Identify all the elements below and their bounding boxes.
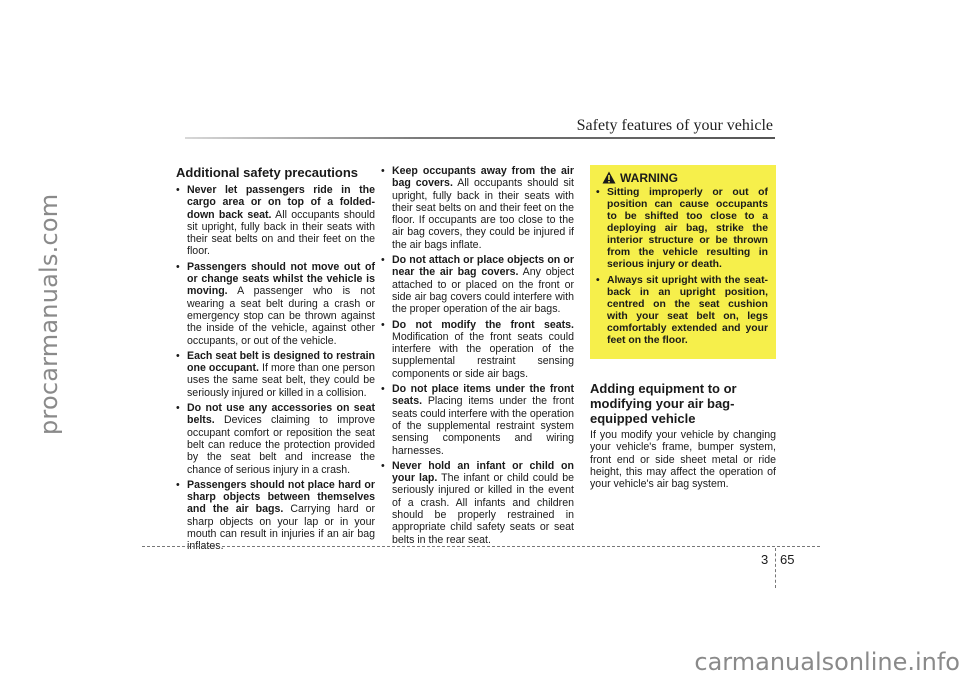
list-item: • Do not use any accessories on seat belts. Devices claiming to improve occupant comfort or reposition the seat belt can reduce the protection provided by the seat belt and increase the chance of serious injury in a crash.: [176, 402, 375, 476]
bullet-dot: •: [176, 260, 180, 273]
bullet-dot: •: [176, 349, 180, 362]
bullet-dot: •: [596, 187, 600, 198]
warning-triangle-icon: [602, 171, 616, 184]
warning-item: • Sitting improperly or out of position can cause occupants to be shifted too close to a deploying air bag, strike the interior structure or be thrown from the vehicle resulting in serious injury or death.: [596, 187, 768, 270]
page-header-title: Safety features of your vehicle: [576, 117, 773, 134]
column-3: [590, 165, 776, 490]
list-item: • Never let passengers ride in the cargo area or on top of a folded-down back seat. All occupants should sit upright, fully back in their seats with their seat belts on and their feet on the floor.: [176, 184, 375, 258]
warning-header: [602, 171, 768, 184]
bullet-dot: •: [596, 275, 600, 286]
list-item: • Do not attach or place objects on or near the air bag covers. Any object attached to or placed on the front or side air bag covers could interfere with the proper operation of the air bags.: [381, 254, 575, 316]
section-heading-adding-equipment: Adding equipment to or modifying your air bag-equipped vehicle: [590, 381, 737, 426]
warning-list: [596, 187, 768, 347]
precautions-list-part1: [176, 184, 375, 553]
bullet-dot: •: [176, 478, 180, 491]
warning-item: • Always sit upright with the seat-back in an upright position, centred on the seat cushion with your seat belt on, legs comfortably extended and your feet on the floor.: [596, 275, 768, 346]
page-number-divider: [775, 548, 776, 588]
warning-title: WARNING: [620, 170, 678, 185]
bullet-dot: •: [381, 254, 385, 267]
list-item: • Never hold an infant or child on your lap. The infant or child could be seriously injured or killed in the event of a crash. All infants and children should be properly restrained in appropriate child safety seats or seat belts in the rear seat.: [381, 459, 574, 546]
header-rule: [185, 137, 775, 139]
column-2: [381, 165, 574, 549]
list-item: • Each seat belt is designed to restrain one occupant. If more than one person uses the same seat belt, they could be seriously injured or killed in a collision.: [176, 349, 375, 399]
list-item: • Passengers should not place hard or sharp objects between themselves and the air bags. Carrying hard or sharp objects on your lap or in your mouth can result in injuries if an air bag inflates.: [176, 478, 376, 553]
bullet-dot: •: [176, 184, 180, 196]
footer-rule: [142, 546, 820, 547]
list-item: • Passengers should not move out of or change seats whilst the vehicle is moving. A passenger who is not wearing a seat belt during a crash or emergency stop can be thrown against the inside of the vehicle, against other occupants, or out of the vehicle.: [176, 260, 375, 347]
page-number: 65: [780, 552, 795, 567]
list-item: • Keep occupants away from the air bag covers. All occupants should sit upright, fully back in their seats with their seat belts on and their feet on the floor. If occupants are too close to the air bag covers, they could be injured if the air bags inflate.: [381, 165, 574, 251]
bottom-watermark: carmanualsonline.info: [694, 648, 960, 676]
side-watermark: procarmanuals.com: [35, 193, 63, 435]
list-item: • Do not modify the front seats. Modification of the front seats could interfere with the operation of the supplemental restraint sensing components or side air bags.: [381, 318, 574, 380]
bullet-dot: •: [381, 383, 385, 396]
bullet-dot: •: [381, 165, 385, 177]
bullet-dot: •: [176, 402, 180, 415]
bullet-dot: •: [381, 318, 385, 331]
adding-equipment-body: If you modify your vehicle by changing your vehicle's frame, bumper system, front end or side sheet metal or ride height, this may affect the operation of your vehicle's air bag system.: [590, 429, 776, 491]
bullet-dot: •: [381, 459, 385, 472]
list-item: • Do not place items under the front seats. Placing items under the front seats could interfere with the operation of the supplemental restraint system sensing components and wiring harnesses.: [381, 383, 574, 457]
section-heading-additional-safety: Additional safety precautions: [176, 165, 359, 180]
warning-box: [590, 165, 776, 359]
precautions-list-part2: [381, 165, 574, 546]
chapter-number: 3: [761, 552, 769, 567]
column-1: [176, 165, 375, 556]
